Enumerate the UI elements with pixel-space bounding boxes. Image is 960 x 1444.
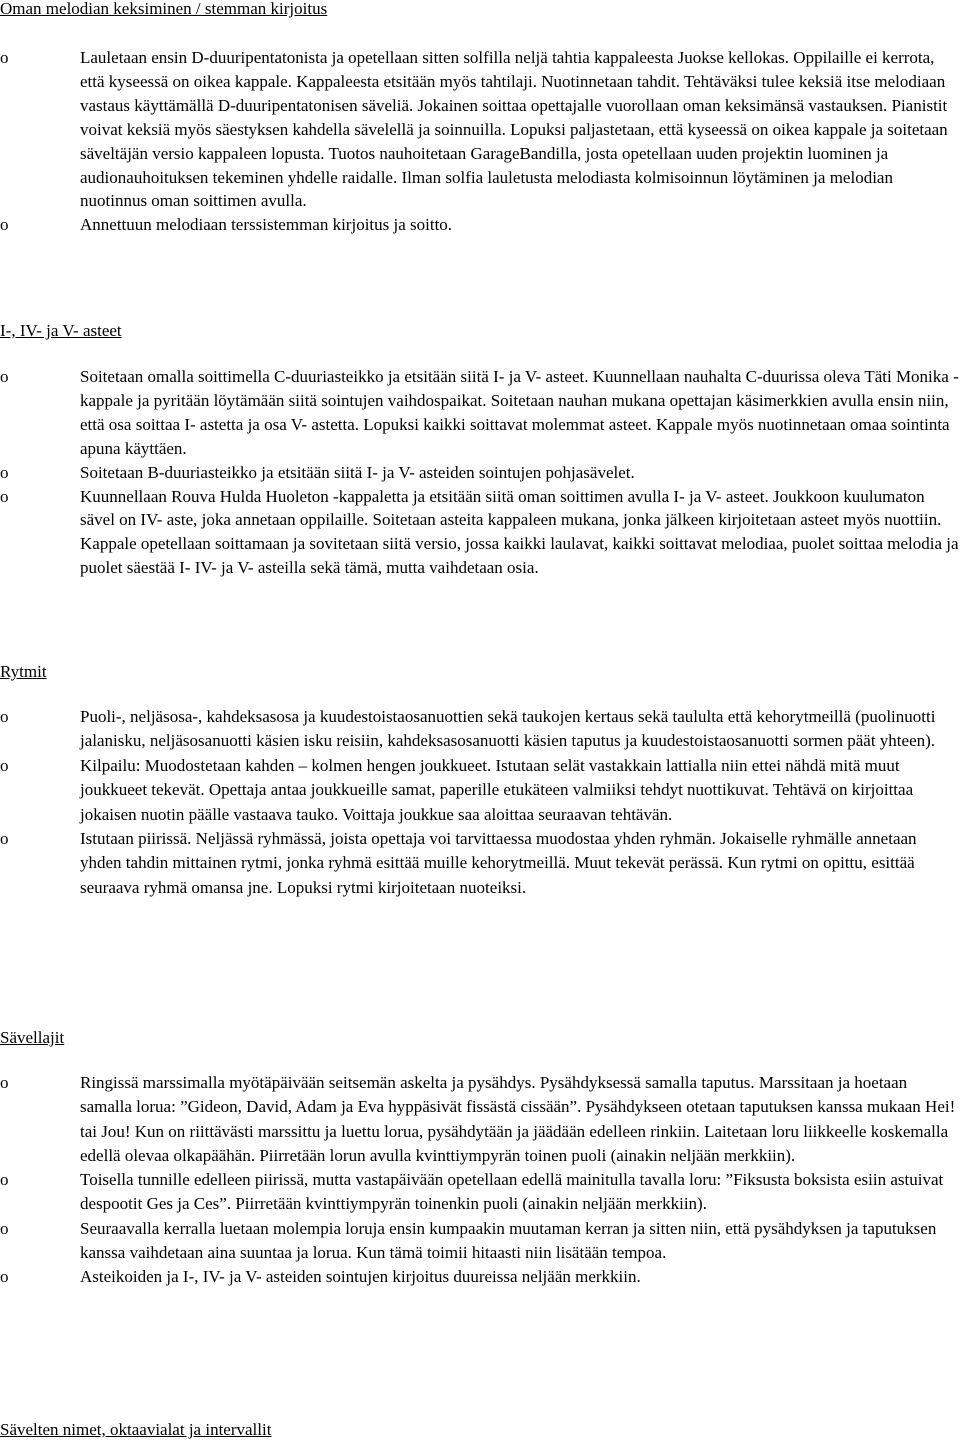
section-list-rhythms [0, 705, 960, 900]
bullet-marker: o [0, 462, 9, 482]
section-list-melody [0, 46, 960, 237]
list-item: o Annettuun melodiaan terssistemman kirjoitus ja soitto. [0, 213, 960, 237]
bullet-marker: o [0, 367, 9, 386]
bullet-marker: o [0, 1170, 9, 1190]
list-item: o Kilpailu: Muodostetaan kahden – kolmen hengen joukkueet. Istutaan selät vastakkain lattialla niin ettei nähdä mitä muut joukkueet tekevät. Opettaja antaa joukkueille samat, paperille etukäteen valmiiksi tehdyt nuottikuvat. Tehtävä on kirjoittaa jokaisen nuotin päälle vastaava tauko. Voittaja joukkue saa aloittaa seuraavan tehtävän. [0, 755, 914, 824]
section-heading-keys: Sävellajit [0, 1028, 65, 1047]
list-item: o Puoli-, neljäsosa-, kahdeksasosa ja kuudestoistaosanuottien sekä taukojen kertaus sekä taululta että kehorytmeillä (puolinuotti jalanisku, neljäsosanuotti käsien isku reisiin, kahdeksasosanuotti käsien taputus ja kuudestoistaosanuotti sormen päät yhteen). [0, 707, 936, 751]
bullet-marker: o [0, 1073, 9, 1092]
bullet-marker: o [0, 48, 9, 67]
list-item: o Asteikoiden ja I-, IV- ja V- asteiden sointujen kirjoitus duureissa neljään merkkiin. [0, 1265, 960, 1289]
section-list-keys [0, 1071, 960, 1290]
list-item: o Soitetaan omalla soittimella C-duuriasteikko ja etsitään siitä I- ja V- asteet. Kuunnellaan nauhalta C-duurissa oleva Täti Monika -kappale ja pyritään löytämään siitä sointujen vaihdospaikat. Soitetaan nauhan mukana opettajan käsimerkkien avulla ensin niin, että osa soittaa I- astetta ja osa V- astetta. Lopuksi kaikki soittavat molemmat asteet. Kappale myös nuotinnetaan omaa sointinta apuna käyttäen. [0, 367, 959, 458]
section-heading-note-names: Sävelten nimet, oktaavialat ja intervallit [0, 1420, 272, 1439]
bullet-marker: o [0, 707, 9, 726]
bullet-marker: o [0, 486, 9, 506]
list-item: o Lauletaan ensin D-duuripentatonista ja opetellaan sitten solfilla neljä tahtia kappaleesta Juokse kellokas. Oppilaille ei kerrota, että kyseessä on oikea kappale. Kappaleesta etsitään myös tahtilaji. Nuotinnetaan tahdit. Tehtäväksi tulee keksiä itse melodiaan vastaus käyttämällä D-duuripentatonisen säveliä. Jokainen soittaa opettajalle vuorollaan oman keksimänsä vastauksen. Pianistit voivat keksiä myös säestyksen kahdella sävelellä ja soinnuilla. Lopuksi paljastetaan, että kyseessä on oikea kappale ja soitetaan säveltäjän versio kappaleen lopusta. Tuotos nauhoitetaan GarageBandilla, josta opetellaan uuden projektin luominen ja audionauhoituksen tekeminen yhdelle raidalle. Ilman solfia lauletusta melodiasta kolmisoinnun löytäminen ja melodian nuotinnus oman soittimen avulla. [0, 48, 948, 211]
section-heading-degrees: I-, IV- ja V- asteet [0, 321, 122, 340]
list-item: o Toisella tunnille edelleen piirissä, mutta vastapäivään opetellaan edellä mainitulla tavalla loru: ”Fiksusta boksista esiin astuivat despootit Ges ja Ces”. Piirretään kvinttiympyrän toinenkin puoli (ainakin neljään merkkiin). [0, 1170, 944, 1214]
bullet-marker: o [0, 755, 9, 775]
section-heading-melody: Oman melodian keksiminen / stemman kirjoitus [0, 0, 328, 18]
list-item: o Seuraavalla kerralla luetaan molempia loruja ensin kumpaakin muutaman kerran ja sitten niin, että pysähdyksen ja taputuksen kanssa vaihdetaan aina suuntaa ja lorua. Kun tämä toimii hitaasti niin lisätään tempoa. [0, 1218, 937, 1263]
bullet-marker: o [0, 215, 9, 235]
bullet-marker: o [0, 1267, 9, 1287]
bullet-marker: o [0, 829, 9, 849]
section-list-degrees [0, 365, 960, 580]
section-heading-rhythms: Rytmit [0, 662, 47, 681]
list-item: o Soitetaan B-duuriasteikko ja etsitään siitä I- ja V- asteiden sointujen pohjasävelet. [0, 461, 960, 485]
list-item: o Kuunnellaan Rouva Hulda Huoleton -kappaletta ja etsitään siitä oman soittimen avulla I- ja V- asteet. Joukkoon kuulumaton sävel on IV- aste, joka annetaan oppilaille. Soitetaan asteita kappaleen mukana, jonka jälkeen kirjoitetaan asteet myös nuottiin. Kappale opetellaan soittamaan ja sovitetaan siitä versio, jossa kaikki laulavat, kaikki soittavat melodiaa, puolet soittaa melodia ja puolet säestää I- IV- ja V- asteilla sekä tämä, mutta vaihdetaan osia. [0, 486, 959, 578]
list-item: o Ringissä marssimalla myötäpäivään seitsemän askelta ja pysähdys. Pysähdyksessä samalla taputus. Marssitaan ja hoetaan samalla lorua: ”Gideon, David, Adam ja Eva hyppäsivät fissästä cissään”. Pysähdykseen otetaan taputuksen kanssa mukaan Hei! tai Jou! Kun on riittävästi marssittu ja luettu lorua, pysähdytään ja jäädään edelleen rinkiin. Laitetaan loru liikkeelle koskemalla edellä olevaa olkapäähän. Piirretään lorun avulla kvinttiympyrän toinen puoli (ainakin neljään merkkiin). [0, 1073, 956, 1165]
bullet-marker: o [0, 1218, 9, 1238]
list-item: o Istutaan piirissä. Neljässä ryhmässä, joista opettaja voi tarvittaessa muodostaa yhden ryhmän. Jokaiselle ryhmälle annetaan yhden tahdin mittainen rytmi, jonka ryhmä esittää muille kehorytmeillä. Muut tekevät perässä. Kun rytmi on opittu, esittää seuraava ryhmä omansa jne. Lopuksi rytmi kirjoitetaan nuoteiksi. [0, 829, 917, 897]
